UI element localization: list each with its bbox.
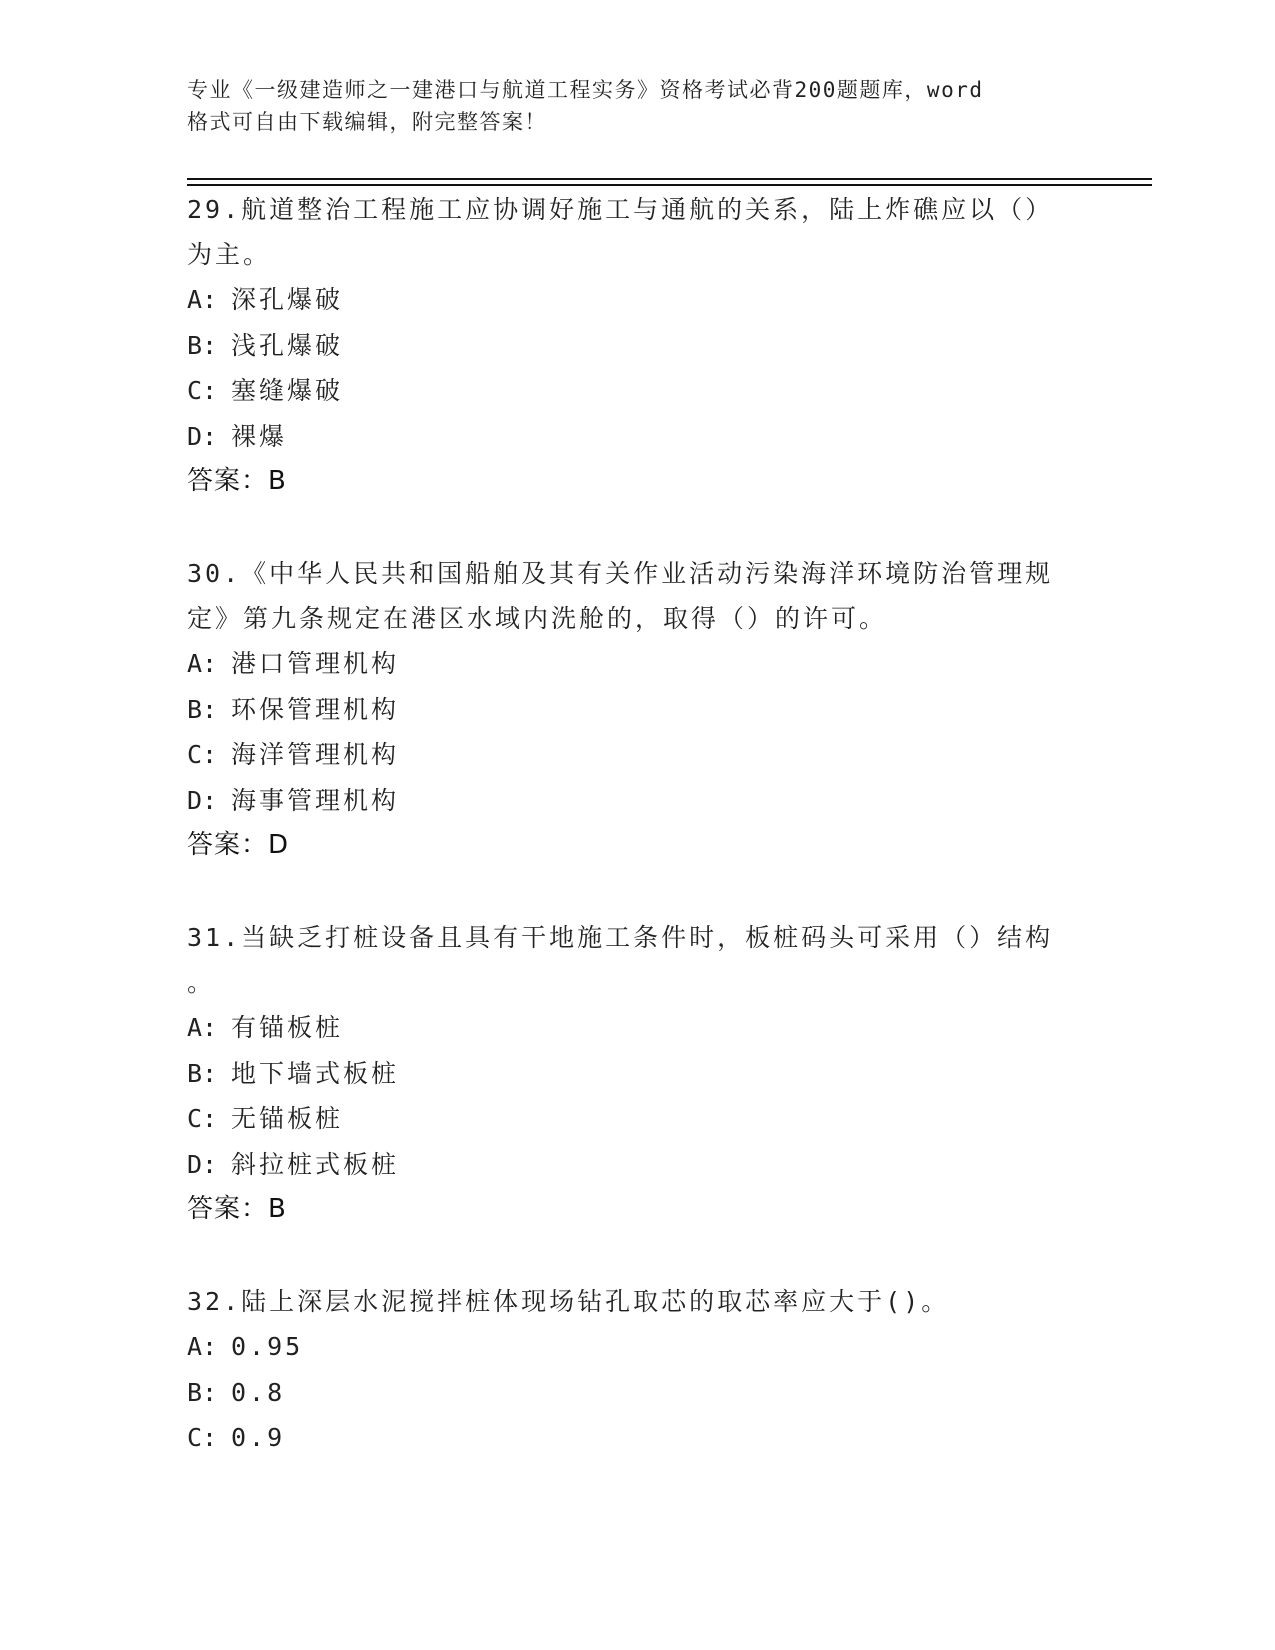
- question-32: [187, 1279, 1087, 1461]
- option-c: [187, 1096, 1087, 1142]
- option-key: D:: [187, 785, 218, 815]
- option-text: 海事管理机构: [231, 785, 400, 815]
- question-stem: [187, 915, 1087, 1005]
- option-key: A:: [187, 1013, 218, 1042]
- question-stem-line: 32.陆上深层水泥搅拌桩体现场钻孔取芯的取芯率应大于()。: [187, 1287, 950, 1316]
- question-stem-line: 29.航道整治工程施工应协调好施工与通航的关系，陆上炸礁应以（）: [187, 195, 1054, 224]
- option-text: 海洋管理机构: [231, 740, 400, 769]
- option-key: B:: [187, 1058, 218, 1088]
- option-text: 环保管理机构: [231, 694, 400, 724]
- header-line-2: 格式可自由下载编辑，附完整答案！: [187, 110, 547, 134]
- option-key: C:: [187, 1104, 218, 1133]
- option-text: 有锚板桩: [231, 1013, 344, 1042]
- header-divider-top: [187, 178, 1152, 180]
- option-b: [187, 1370, 1087, 1416]
- option-key: C:: [187, 376, 218, 405]
- question-stem-line: 30.《中华人民共和国船舶及其有关作业活动污染海洋环境防治管理规: [187, 559, 1054, 588]
- answer-line: 答案：D: [187, 830, 290, 860]
- option-key: D:: [187, 1149, 218, 1179]
- option-d: [187, 414, 1087, 460]
- question-stem-line: 31.当缺乏打桩设备且具有干地施工条件时，板桩码头可采用（）结构: [187, 923, 1054, 952]
- option-key: D:: [187, 421, 218, 451]
- option-a: [187, 641, 1087, 687]
- option-key: A:: [187, 649, 218, 678]
- option-key: B:: [187, 1377, 218, 1407]
- option-c: [187, 732, 1087, 778]
- document-header: [187, 74, 1067, 138]
- option-text: 0.8: [231, 1377, 286, 1407]
- option-c: [187, 368, 1087, 414]
- option-key: B:: [187, 694, 218, 724]
- option-key: A:: [187, 1332, 218, 1361]
- option-text: 裸爆: [231, 421, 288, 451]
- header-line-1: 专业《一级建造师之一建港口与航道工程实务》资格考试必背200题题库，word: [187, 78, 984, 102]
- option-text: 无锚板桩: [231, 1104, 344, 1133]
- option-text: 港口管理机构: [231, 649, 400, 678]
- answer-line: 答案：B: [187, 466, 287, 496]
- option-text: 地下墙式板桩: [231, 1058, 400, 1088]
- option-a: [187, 277, 1087, 323]
- option-text: 斜拉桩式板桩: [231, 1149, 400, 1179]
- question-stem-line: 。: [187, 968, 216, 997]
- option-b: [187, 687, 1087, 733]
- option-a: [187, 1324, 1087, 1370]
- question-stem: [187, 1279, 1087, 1324]
- option-key: C:: [187, 740, 218, 769]
- option-d: [187, 1142, 1087, 1188]
- question-31: [187, 915, 1087, 1232]
- question-29: [187, 187, 1087, 504]
- question-stem-line: 定》第九条规定在港区水域内洗舱的，取得（）的许可。: [187, 604, 888, 633]
- option-text: 塞缝爆破: [231, 376, 344, 405]
- option-key: B:: [187, 330, 218, 360]
- answer-line: 答案：B: [187, 1194, 287, 1224]
- option-b: [187, 1051, 1087, 1097]
- option-text: 0.9: [231, 1423, 286, 1452]
- option-key: A:: [187, 285, 218, 314]
- option-a: [187, 1005, 1087, 1051]
- option-b: [187, 323, 1087, 369]
- option-key: C:: [187, 1423, 218, 1452]
- option-d: [187, 778, 1087, 824]
- option-text: 0.95: [231, 1332, 304, 1361]
- header-divider-bottom: [187, 184, 1152, 186]
- option-c: [187, 1415, 1087, 1461]
- question-stem: [187, 187, 1087, 277]
- option-text: 深孔爆破: [231, 285, 344, 314]
- question-30: [187, 551, 1087, 868]
- option-text: 浅孔爆破: [231, 330, 344, 360]
- question-stem-line: 为主。: [187, 240, 272, 269]
- question-stem: [187, 551, 1087, 641]
